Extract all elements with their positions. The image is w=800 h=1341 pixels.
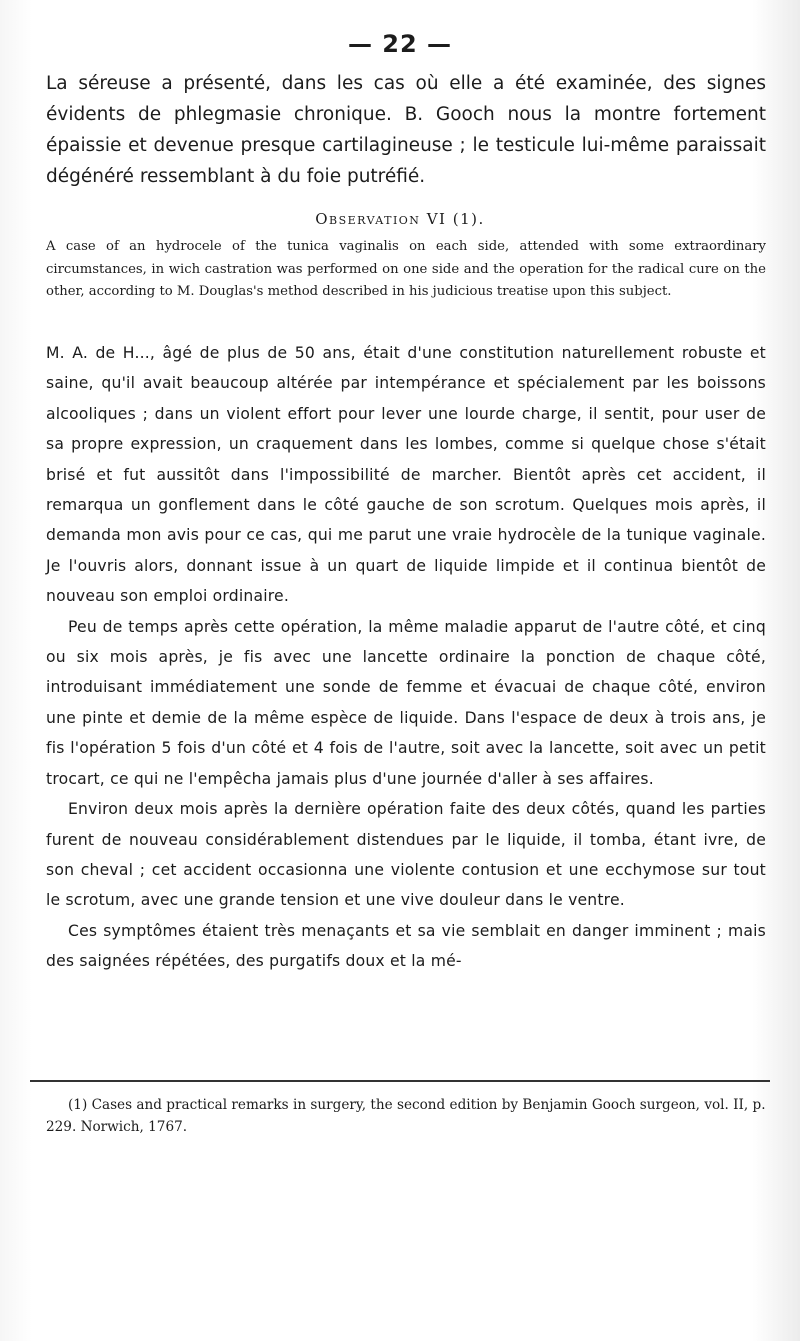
observation-title: Observation VI (1).: [315, 210, 485, 228]
body-paragraph-1: M. A. de H..., âgé de plus de 50 ans, était d'une constitution naturellement robuste et saine, qu'il avait beaucoup altérée par intempérance et spécialement par les boissons alcooliques ; dans un violent effort pour lever une lourde charge, il sentit, pour user de sa propre expression, un craquement dans les lombes, comme si quelque chose s'était brisé et fut aussitôt dans l'impossibilité de marcher. Bientôt après cet accident, il remarqua un gonflement dans le côté gauche de son scrotum. Quelques mois après, il demanda mon avis pour ce cas, qui me parut une vraie hydrocèle de la tunique vaginale. Je l'ouvris alors, donnant issue à un quart de liquide limpide et il continua bientôt de nouveau son emploi ordinaire.: [46, 344, 766, 606]
footnote-divider: [30, 1080, 770, 1082]
page-number: — 22 —: [347, 30, 453, 58]
footnote: (1) Cases and practical remarks in surgery, the second edition by Benjamin Gooch surgeon, vol. II, p. 229. Norwich, 1767.: [46, 1097, 766, 1135]
case-body: [46, 338, 766, 977]
body-paragraph-2: Peu de temps après cette opération, la même maladie apparut de l'autre côté, et cinq ou six mois après, je fis avec une lancette ordinaire la ponction de chaque côté, introduisant immédiatement une sonde de femme et évacuai de chaque côté, environ une pinte et demie de la même espèce de liquide. Dans l'espace de deux à trois ans, je fis l'opération 5 fois d'un côté et 4 fois de l'autre, soit avec la lancette, soit avec un petit trocart, ce qui ne l'empêcha jamais plus d'une journée d'aller à ses affaires.: [46, 617, 766, 788]
body-paragraph-3: Environ deux mois après la dernière opération faite des deux côtés, quand les parties furent de nouveau considérablement distendues par le liquide, il tomba, étant ivre, de son cheval ; cet accident occasionna une violente contusion et une ecchymose sur tout le scrotum, avec une grande tension et une vive douleur dans le ventre.: [46, 800, 766, 910]
intro-paragraph: La séreuse a présenté, dans les cas où elle a été examinée, des signes évidents de phlegmasie chronique. B. Gooch nous la montre fortement épaissie et devenue presque cartilagineuse ; le testicule lui-même paraissait dégénéré ressemblant à du foie putréfié.: [46, 73, 766, 187]
body-paragraph-4: Ces symptômes étaient très menaçants et sa vie semblait en danger imminent ; mais des saignées répétées, des purgatifs doux et la mé-: [46, 921, 766, 971]
english-case-summary: A case of an hydrocele of the tunica vaginalis on each side, attended with some extraordinary circumstances, in wich castration was performed on one side and the operation for the radical cure on the other, according to M. Douglas's method described in his judicious treatise upon this subject.: [46, 239, 766, 299]
